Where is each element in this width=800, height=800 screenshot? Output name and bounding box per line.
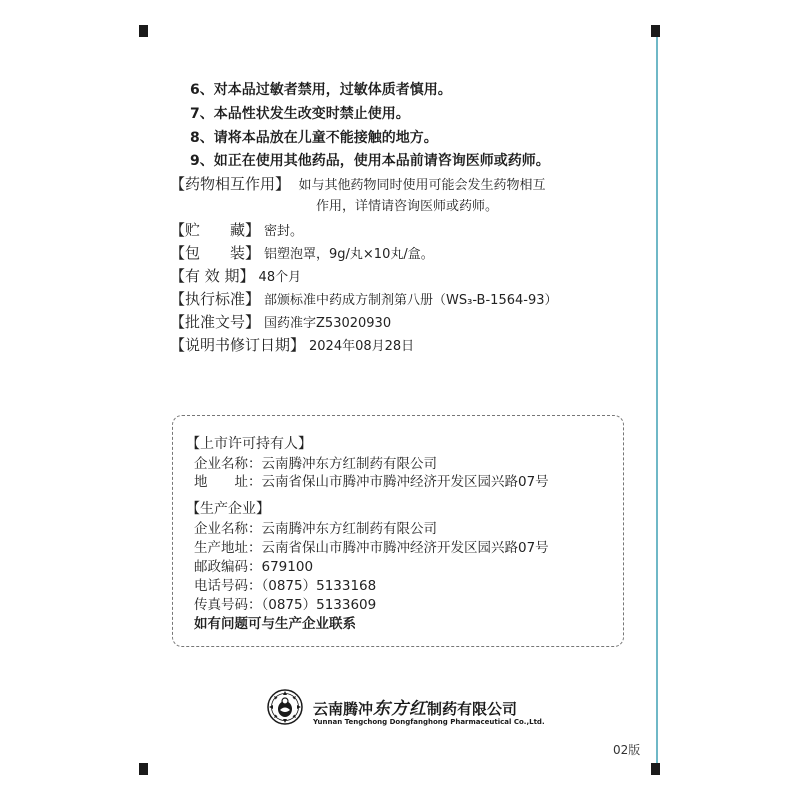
field-approval [170,312,391,334]
field-storage-label: 【贮 藏】 [170,221,261,239]
manufacturer-postcode: 679100 [261,559,314,575]
crop-mark-bottom-right [651,763,660,775]
manufacturer-postcode-row [194,557,313,577]
crop-mark-top-right [651,25,660,37]
manufacturer-phone-row [194,576,376,596]
field-standard-value: 部颁标准中药成方制剂第八册（WS₃-B-1564-93） [264,293,558,308]
manufacturer-address-label: 生产地址： [194,540,262,556]
manufacturer-fax-label: 传真号码： [194,597,262,613]
manufacturer-address: 云南省保山市腾冲市腾冲经济开发区园兴路07号 [261,540,549,556]
right-edge-line [656,30,658,775]
field-shelf-life [170,266,301,288]
holder-address: 云南省保山市腾冲市腾冲经济开发区园兴路07号 [261,474,549,490]
interactions-label: 【药物相互作用】 [170,175,291,193]
company-name-script: 东方红 [373,699,428,719]
manufacturer-fax-row [194,595,376,615]
holder-heading: 【上市许可持有人】 [186,436,312,452]
field-packaging [170,243,434,265]
interactions-row [170,174,545,196]
field-standard-label: 【执行标准】 [170,290,261,308]
field-storage-value: 密封。 [264,224,304,239]
field-approval-label: 【批准文号】 [170,313,261,331]
field-packaging-value: 铝塑泡罩，9g/丸×10丸/盒。 [264,247,434,262]
manufacturer-fax: （0875）5133609 [261,597,377,613]
manufacturer-contact-note: 如有问题可与生产企业联系 [194,616,356,632]
field-standard [170,289,558,311]
interactions-line-1: 如与其他药物同时使用可能会发生药物相互 [298,178,546,193]
crop-mark-bottom-left [139,763,148,775]
field-shelf-life-value: 48个月 [258,270,302,285]
version-label: 02版 [613,743,641,757]
note-7: 7、本品性状发生改变时禁止使用。 [190,106,410,122]
field-approval-value: 国药准字Z53020930 [264,316,392,331]
note-9: 9、如正在使用其他药品，使用本品前请咨询医师或药师。 [190,153,550,169]
manufacturer-name-label: 企业名称： [194,521,262,537]
holder-name-row [194,454,437,474]
manufacturer-phone-label: 电话号码： [194,578,262,594]
manufacturer-name-row [194,519,437,539]
field-revision-date-label: 【说明书修订日期】 [170,336,306,354]
manufacturer-name: 云南腾冲东方红制药有限公司 [261,521,437,537]
company-name-cn [313,694,517,719]
field-packaging-label: 【包 装】 [170,244,261,262]
manufacturer-phone: （0875）5133168 [261,578,377,594]
holder-name: 云南腾冲东方红制药有限公司 [261,456,437,472]
field-shelf-life-label: 【有 效 期】 [170,267,255,285]
holder-name-label: 企业名称： [194,456,262,472]
manufacturer-postcode-label: 邮政编码： [194,559,262,575]
crop-mark-top-left [139,25,148,37]
field-revision-date-value: 2024年08月28日 [309,339,415,354]
company-name-en: Yunnan Tengchong Dongfanghong Pharmaceutical Co.,Ltd. [313,718,545,726]
note-6: 6、对本品过敏者禁用，过敏体质者慎用。 [190,82,452,98]
interactions-line-2: 作用，详情请咨询医师或药师。 [316,199,499,214]
holder-address-label: 地 址： [194,474,262,490]
company-emblem-icon [266,688,304,726]
field-storage [170,220,303,242]
company-name-prefix: 云南腾冲 [313,700,374,718]
company-name-suffix: 制药有限公司 [427,700,518,718]
manufacturer-heading: 【生产企业】 [186,501,270,517]
manufacturer-address-row [194,538,549,558]
field-revision-date [170,335,414,357]
holder-address-row [194,472,549,492]
note-8: 8、请将本品放在儿童不能接触的地方。 [190,130,438,146]
